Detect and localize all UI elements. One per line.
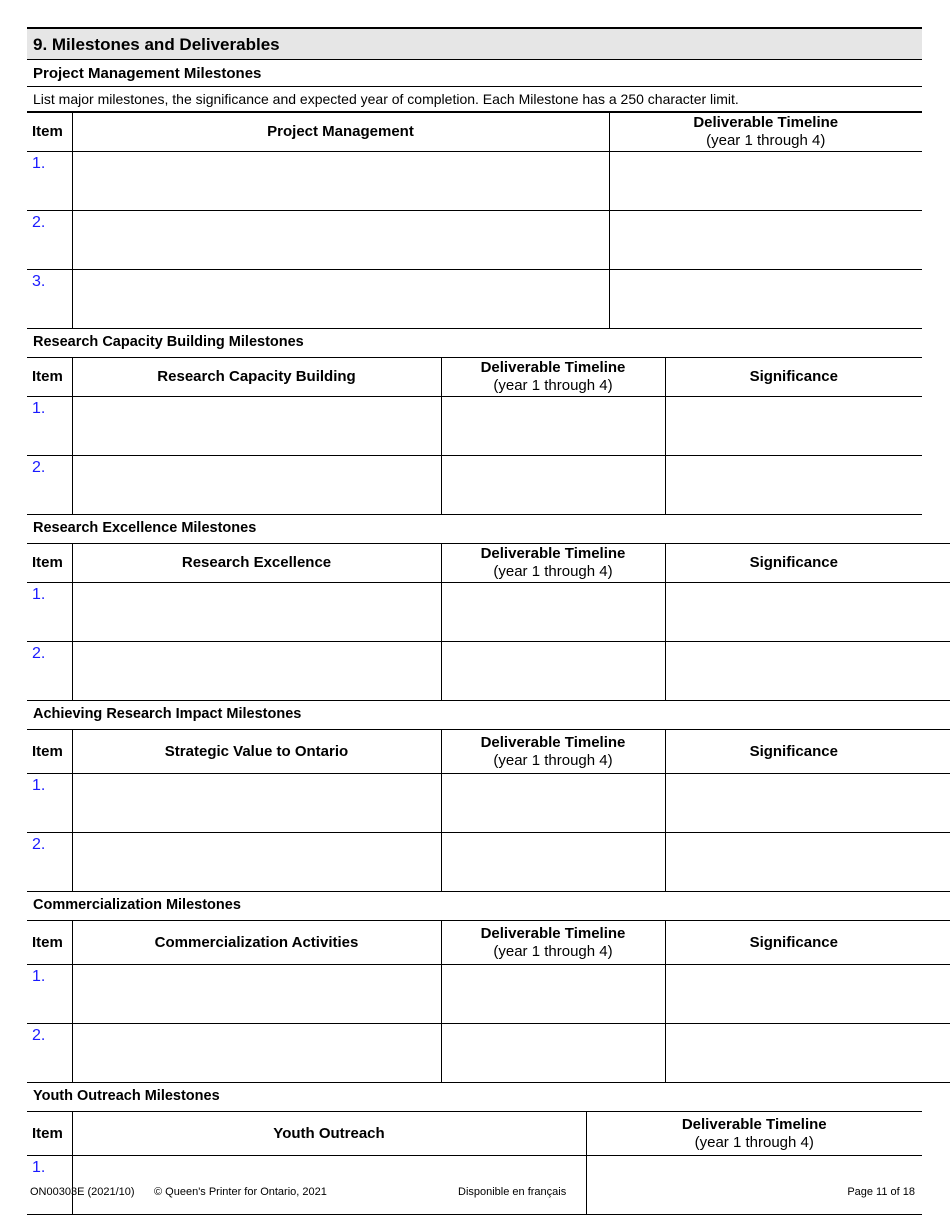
pm-timeline-field[interactable]	[609, 211, 922, 270]
re-timeline-field[interactable]	[441, 642, 665, 701]
yo-col-main: Youth Outreach	[72, 1112, 586, 1156]
com-timeline-field[interactable]	[441, 965, 665, 1024]
re-table	[27, 543, 950, 701]
ari-timeline-field[interactable]	[441, 833, 665, 892]
rcb-col-timeline-sub: (year 1 through 4)	[493, 377, 613, 394]
table-row	[27, 642, 950, 701]
row-number: 2.	[27, 211, 72, 270]
com-timeline-field[interactable]	[441, 1024, 665, 1083]
table-row	[27, 1156, 922, 1215]
re-main-field[interactable]	[72, 642, 441, 701]
section-title: 9. Milestones and Deliverables	[27, 27, 922, 60]
ari-main-field[interactable]	[72, 833, 441, 892]
rcb-col-timeline	[441, 358, 665, 397]
pm-main-field[interactable]	[72, 270, 609, 329]
com-col-significance: Significance	[665, 921, 950, 965]
ari-col-timeline	[441, 730, 665, 774]
footer-copyright: © Queen's Printer for Ontario, 2021	[154, 1186, 327, 1198]
pm-timeline-field[interactable]	[609, 152, 922, 211]
com-col-timeline-label: Deliverable Timeline	[480, 924, 626, 942]
com-col-item: Item	[27, 921, 72, 965]
yo-timeline-field[interactable]	[586, 1156, 922, 1215]
rcb-col-item: Item	[27, 358, 72, 397]
re-col-timeline-sub: (year 1 through 4)	[493, 563, 613, 580]
yo-heading: Youth Outreach Milestones	[33, 1088, 220, 1104]
com-col-main: Commercialization Activities	[72, 921, 441, 965]
table-row	[27, 211, 922, 270]
rcb-table	[27, 357, 922, 515]
re-col-timeline-label: Deliverable Timeline	[480, 545, 626, 562]
rcb-timeline-field[interactable]	[441, 456, 665, 515]
rcb-heading: Research Capacity Building Milestones	[33, 334, 304, 350]
ari-col-significance: Significance	[665, 730, 950, 774]
re-main-field[interactable]	[72, 583, 441, 642]
re-col-timeline	[441, 544, 665, 583]
com-heading: Commercialization Milestones	[33, 897, 241, 913]
rcb-col-timeline-label: Deliverable Timeline	[480, 359, 626, 376]
row-number: 1.	[27, 965, 72, 1024]
row-number: 1.	[27, 774, 72, 833]
pm-heading: Project Management Milestones	[27, 60, 922, 87]
table-row	[27, 965, 950, 1024]
ari-table	[27, 729, 950, 892]
yo-col-timeline-label: Deliverable Timeline	[681, 1115, 827, 1133]
re-col-significance: Significance	[665, 544, 950, 583]
rcb-col-significance: Significance	[665, 358, 922, 397]
pm-timeline-field[interactable]	[609, 270, 922, 329]
table-row	[27, 1024, 950, 1083]
re-timeline-field[interactable]	[441, 583, 665, 642]
rcb-main-field[interactable]	[72, 456, 441, 515]
com-significance-field[interactable]	[665, 1024, 950, 1083]
row-number: 3.	[27, 270, 72, 329]
com-col-timeline	[441, 921, 665, 965]
pm-instructions: List major milestones, the significance and expected year of completion. Each Milestone has a 250 character limit.	[27, 87, 922, 112]
row-number: 1.	[27, 1156, 72, 1215]
pm-table	[27, 112, 922, 329]
pm-main-field[interactable]	[72, 152, 609, 211]
pm-col-timeline-sub: (year 1 through 4)	[706, 132, 826, 149]
table-row	[27, 397, 922, 456]
com-main-field[interactable]	[72, 965, 441, 1024]
yo-col-item: Item	[27, 1112, 72, 1156]
row-number: 1.	[27, 152, 72, 211]
footer-french-link[interactable]: Disponible en français	[458, 1186, 567, 1198]
re-col-item: Item	[27, 544, 72, 583]
ari-col-timeline-sub: (year 1 through 4)	[493, 751, 613, 769]
table-row	[27, 456, 922, 515]
rcb-significance-field[interactable]	[665, 397, 922, 456]
page-footer	[30, 1186, 915, 1200]
ari-main-field[interactable]	[72, 774, 441, 833]
table-row	[27, 152, 922, 211]
table-row	[27, 774, 950, 833]
ari-significance-field[interactable]	[665, 833, 950, 892]
pm-col-main: Project Management	[72, 113, 609, 152]
re-heading: Research Excellence Milestones	[33, 520, 257, 536]
ari-col-main: Strategic Value to Ontario	[72, 730, 441, 774]
row-number: 2.	[27, 642, 72, 701]
pm-col-timeline-label: Deliverable Timeline	[693, 114, 839, 131]
yo-main-field[interactable]	[72, 1156, 586, 1215]
ari-col-timeline-label: Deliverable Timeline	[480, 733, 626, 751]
rcb-col-main: Research Capacity Building	[72, 358, 441, 397]
row-number: 2.	[27, 1024, 72, 1083]
rcb-main-field[interactable]	[72, 397, 441, 456]
pm-col-timeline	[609, 113, 922, 152]
table-row	[27, 270, 922, 329]
pm-main-field[interactable]	[72, 211, 609, 270]
re-significance-field[interactable]	[665, 642, 950, 701]
table-row	[27, 833, 950, 892]
com-col-timeline-sub: (year 1 through 4)	[493, 942, 613, 960]
row-number: 1.	[27, 397, 72, 456]
com-table	[27, 920, 950, 1083]
row-number: 1.	[27, 583, 72, 642]
row-number: 2.	[27, 833, 72, 892]
footer-page-number: Page 11 of 18	[847, 1186, 915, 1198]
ari-col-item: Item	[27, 730, 72, 774]
pm-col-item: Item	[27, 113, 72, 152]
yo-col-timeline-sub: (year 1 through 4)	[694, 1133, 814, 1151]
com-significance-field[interactable]	[665, 965, 950, 1024]
footer-form-id: ON00303E (2021/10)	[30, 1186, 135, 1198]
yo-col-timeline	[586, 1112, 922, 1156]
ari-significance-field[interactable]	[665, 774, 950, 833]
re-significance-field[interactable]	[665, 583, 950, 642]
table-row	[27, 583, 950, 642]
re-col-main: Research Excellence	[72, 544, 441, 583]
ari-heading: Achieving Research Impact Milestones	[33, 706, 302, 722]
rcb-significance-field[interactable]	[665, 456, 922, 515]
milestones-page	[27, 27, 922, 1215]
row-number: 2.	[27, 456, 72, 515]
ari-timeline-field[interactable]	[441, 774, 665, 833]
com-main-field[interactable]	[72, 1024, 441, 1083]
rcb-timeline-field[interactable]	[441, 397, 665, 456]
